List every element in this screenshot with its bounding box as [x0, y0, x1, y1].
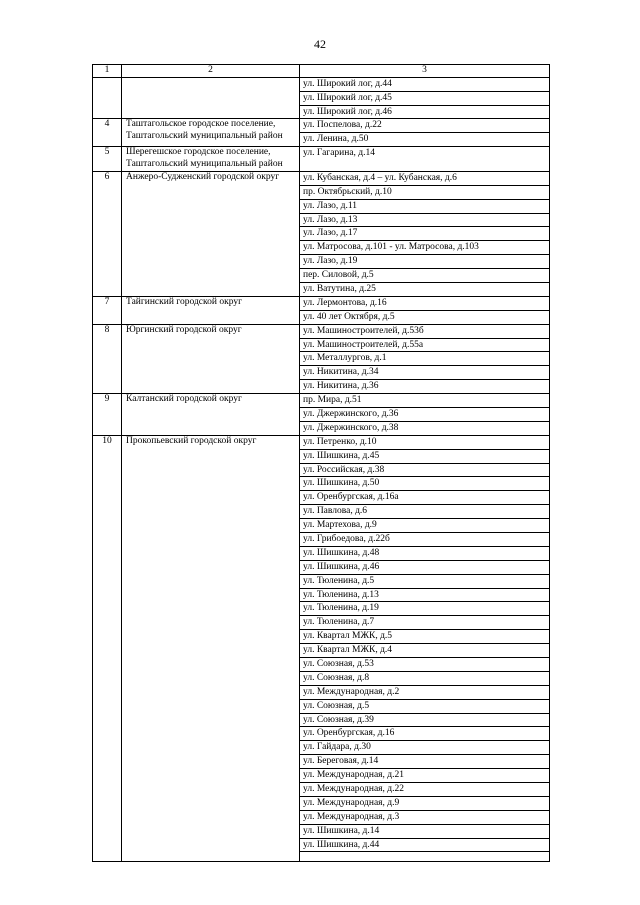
address-item: ул. Лазо, д.11 — [300, 199, 549, 213]
address-item: ул. Широкий лог, д.46 — [300, 105, 549, 119]
column-header-2: 2 — [122, 65, 300, 78]
address-item: ул. Джержинского, д.38 — [300, 421, 549, 435]
empty-address-cell — [300, 851, 549, 861]
address-item: ул. Шишкина, д.48 — [300, 546, 549, 560]
row-number: 4 — [93, 119, 122, 147]
address-item: ул. Широкий лог, д.45 — [300, 91, 549, 105]
municipality-name: Шерегешское городское поселение, Таштагольский муниципальный район — [122, 147, 300, 172]
address-list — [300, 394, 550, 436]
municipality-name: Калтанский городской округ — [122, 394, 300, 436]
address-item: ул. Ленина, д.50 — [300, 132, 549, 146]
municipality-name: Таштагольское городское поселение, Таштагольский муниципальный район — [122, 119, 300, 147]
municipality-name — [122, 77, 300, 119]
address-item: ул. Шишкина, д.50 — [300, 476, 549, 490]
column-header-3: 3 — [300, 65, 550, 78]
municipality-name: Юргинский городской округ — [122, 324, 300, 393]
municipality-name: Анжеро-Судженский городской округ — [122, 171, 300, 296]
address-item: ул. Лазо, д.13 — [300, 213, 549, 227]
row-number: 9 — [93, 394, 122, 436]
address-item: ул. Шишкина, д.44 — [300, 838, 549, 852]
address-item: ул. Береговая, д.14 — [300, 754, 549, 768]
address-item: ул. Международная, д.21 — [300, 768, 549, 782]
address-item: ул. Никитина, д.34 — [300, 365, 549, 379]
address-item: ул. Широкий лог, д.44 — [303, 78, 392, 89]
address-item: ул. Тюленина, д.7 — [300, 615, 549, 629]
address-item: пер. Силовой, д.5 — [300, 268, 549, 282]
table-row — [93, 147, 550, 172]
address-item: ул. Гайдара, д.30 — [300, 740, 549, 754]
address-item: ул. Никитина, д.36 — [300, 379, 549, 393]
page-number: 42 — [314, 37, 326, 51]
address-item: ул. Квартал МЖК, д.4 — [300, 643, 549, 657]
table-body — [93, 77, 550, 862]
municipality-name: Тайгинский городской округ — [122, 296, 300, 324]
row-number: 5 — [93, 147, 122, 172]
address-item: ул. Лазо, д.19 — [300, 254, 549, 268]
address-item: ул. Поспелова, д.22 — [303, 120, 382, 131]
address-item: ул. Ватутина, д.25 — [300, 282, 549, 296]
address-item: ул. Павлова, д.6 — [300, 504, 549, 518]
address-item: пр. Октябрьский, д.10 — [300, 185, 549, 199]
address-item: ул. Металлургов, д.1 — [300, 351, 549, 365]
address-item: ул. Кубанская, д.4 – ул. Кубанская, д.6 — [303, 172, 457, 183]
address-item: ул. Квартал МЖК, д.5 — [300, 629, 549, 643]
address-item: ул. Тюленина, д.19 — [300, 601, 549, 615]
row-number: 6 — [93, 171, 122, 296]
address-item: ул. Шишкина, д.45 — [300, 449, 549, 463]
column-header-1: 1 — [93, 65, 122, 78]
address-list — [300, 324, 550, 393]
address-item: ул. Международная, д.9 — [300, 796, 549, 810]
address-item: ул. 40 лет Октября, д.5 — [300, 310, 549, 324]
address-item: ул. Петренко, д.10 — [303, 436, 377, 447]
table-row — [93, 119, 550, 147]
address-list — [300, 147, 550, 172]
address-item: ул. Грибоедова, д.22б — [300, 532, 549, 546]
address-item: ул. Союзная, д.53 — [300, 657, 549, 671]
address-list — [300, 171, 550, 296]
table-row — [93, 296, 550, 324]
table-row — [93, 171, 550, 296]
address-item: ул. Оренбургская, д.16а — [300, 490, 549, 504]
address-item: пр. Мира, д.51 — [303, 395, 362, 406]
row-number — [93, 77, 122, 119]
row-number: 10 — [93, 435, 122, 862]
address-item: ул. Машиностроителей, д.55а — [300, 338, 549, 352]
address-item: ул. Международная, д.2 — [300, 685, 549, 699]
address-list — [300, 77, 550, 119]
address-item: ул. Машиностроителей, д.53б — [303, 325, 424, 336]
address-item: ул. Международная, д.3 — [300, 810, 549, 824]
address-item: ул. Тюленина, д.13 — [300, 588, 549, 602]
address-item: ул. Шишкина, д.46 — [300, 560, 549, 574]
table-row — [93, 394, 550, 436]
address-list — [300, 119, 550, 147]
address-item: ул. Союзная, д.8 — [300, 671, 549, 685]
address-item: ул. Шишкина, д.14 — [300, 824, 549, 838]
address-item: ул. Тюленина, д.5 — [300, 574, 549, 588]
municipality-name: Прокопьевский городской округ — [122, 435, 300, 862]
address-item: ул. Союзная, д.5 — [300, 699, 549, 713]
row-number: 7 — [93, 296, 122, 324]
table-row — [93, 435, 550, 862]
address-list — [300, 296, 550, 324]
address-item: ул. Лермонтова, д.16 — [303, 297, 387, 308]
table-header-row — [93, 65, 550, 78]
addresses-table — [92, 64, 550, 862]
address-item: ул. Матросова, д.101 - ул. Матросова, д.103 — [300, 240, 549, 254]
address-item: ул. Российская, д.38 — [300, 463, 549, 477]
row-number: 8 — [93, 324, 122, 393]
address-item: ул. Джержинского, д.36 — [300, 407, 549, 421]
table-row — [93, 77, 550, 119]
address-item: ул. Международная, д.22 — [300, 782, 549, 796]
address-item: ул. Гагарина, д.14 — [303, 148, 376, 159]
address-item: ул. Союзная, д.39 — [300, 713, 549, 727]
address-list — [300, 435, 550, 862]
table-row — [93, 324, 550, 393]
address-item: ул. Лазо, д.17 — [300, 226, 549, 240]
address-item: ул. Мартехова, д.9 — [300, 518, 549, 532]
address-item: ул. Оренбургская, д.16 — [300, 726, 549, 740]
